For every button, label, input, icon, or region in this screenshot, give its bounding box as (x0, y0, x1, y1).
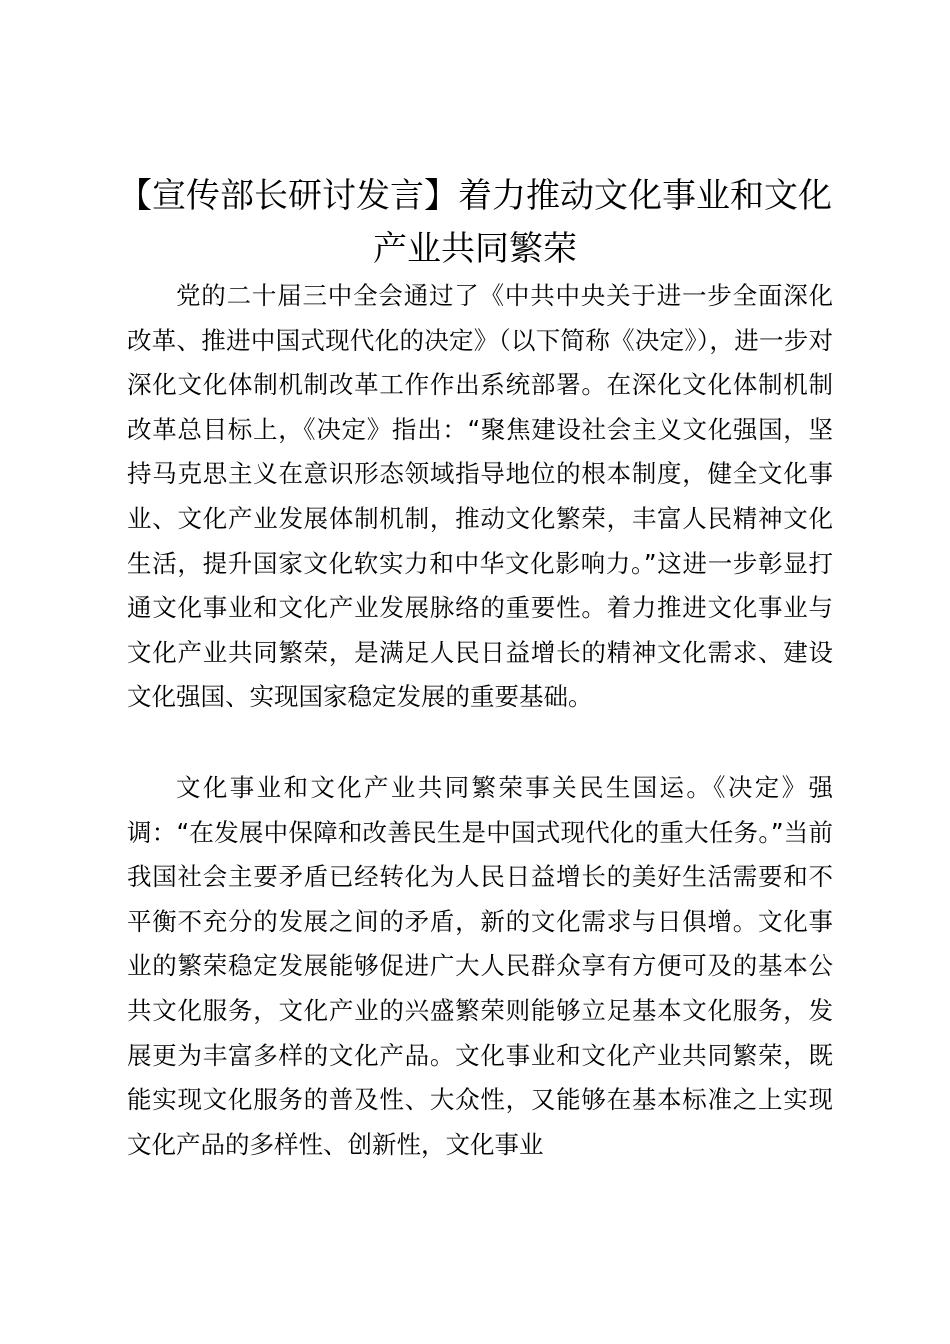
document-title: 【宣传部长研讨发言】着力推动文化事业和文化产业共同繁荣 (118, 176, 832, 269)
paragraph-1: 党的二十届三中全会通过了《中共中央关于进一步全面深化改革、推进中国式现代化的决定》（以下简称《决定》），进一步对深化文化体制机制改革工作作出系统部署。在深化文化体制机制改革总目标上，《决定》指出：“聚焦建设社会主义文化强国，坚持马克思主义在意识形态领域指导地位的根本制度，健全文化事业、文化产业发展体制机制，推动文化繁荣，丰富人民精神文化生活，提升国家文化软实力和中华文化影响力。”这进一步彰显打通文化事业和文化产业发展脉络的重要性。着力推进文化事业与文化产业共同繁荣，是满足人民日益增长的精神文化需求、建设文化强国、实现国家稳定发展的重要基础。 (127, 281, 833, 712)
paragraph-2: 文化事业和文化产业共同繁荣事关民生国运。《决定》强调：“在发展中保障和改善民生是中国式现代化的重大任务。”当前我国社会主要矛盾已经转化为人民日益增长的美好生活需要和不平衡不充分的发展之间的矛盾，新的文化需求与日俱增。文化事业的繁荣稳定发展能够促进广大人民群众享有方便可及的基本公共文化服务，文化产业的兴盛繁荣则能够立足基本文化服务，发展更为丰富多样的文化产品。文化事业和文化产业共同繁荣，既能实现文化服务的普及性、大众性，又能够在基本标准之上实现文化产品的多样性、创新性，文化事业 (127, 773, 833, 1159)
